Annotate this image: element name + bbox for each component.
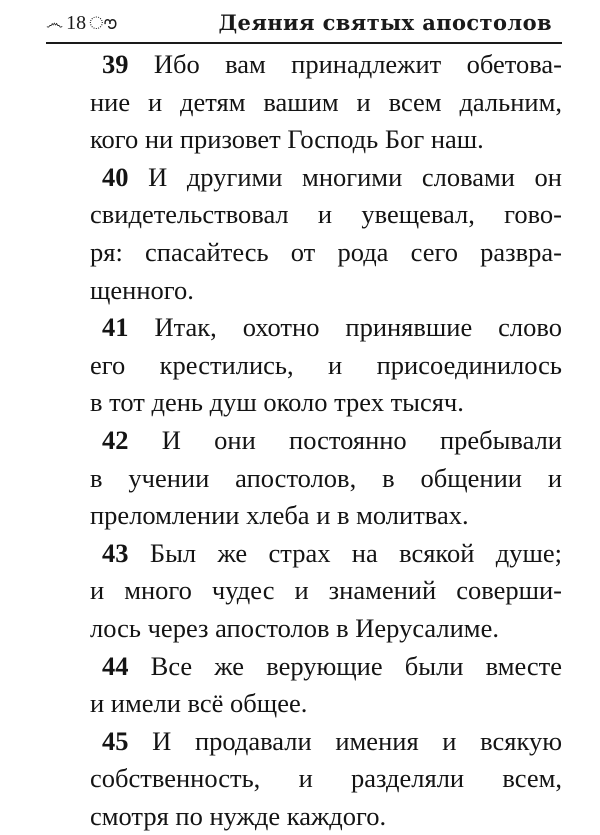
verse-text-span: Ибо вам принадлежит обетова-	[128, 49, 562, 79]
verse-line: ря: спасайтесь от рода сего развра-	[90, 236, 562, 267]
verse-line: его крестились, и присоединилось	[90, 349, 562, 380]
verse-line	[102, 422, 562, 460]
verse-number: 42	[102, 424, 129, 455]
verse-line: и много чудес и знамений соверши-	[90, 575, 562, 606]
verse-number: 43	[102, 537, 129, 568]
verse-line: лось через апостолов в Иерусалиме.	[90, 612, 499, 643]
verse-text-span: Все же верующие были вместе	[128, 650, 562, 681]
verse-line: смотря по нужде каждого.	[90, 800, 387, 831]
verse-number: 39	[102, 49, 129, 79]
verse-line	[102, 648, 562, 686]
verse-text-span: Итак, охотно принявшие слово	[128, 312, 562, 343]
verse-number: 44	[102, 650, 129, 681]
verse-line: щенного.	[90, 274, 194, 305]
verse-line: кого ни призовет Господь Бог наш.	[90, 124, 484, 155]
verse-line: ние и детям вашим и всем дальним,	[90, 86, 562, 117]
page-header	[46, 8, 562, 44]
verse-text	[90, 46, 562, 835]
verse-line	[102, 723, 562, 761]
verse-line: и имели всё общее.	[90, 688, 308, 719]
verse-line	[102, 46, 562, 84]
verse-number: 45	[102, 725, 129, 756]
page-number	[46, 12, 117, 35]
verse-number: 40	[102, 161, 129, 192]
verse-line: свидетельствовал и увещевал, гово-	[90, 199, 562, 230]
verse-number: 41	[102, 312, 129, 343]
verse-text-span: И другими многими словами он	[128, 161, 562, 192]
verse-line: в учении апостолов, в общении и	[90, 462, 562, 493]
verse-line	[102, 535, 562, 573]
verse-line: преломлении хлеба и в молитвах.	[90, 500, 469, 531]
verse-text-span: Был же страх на всякой душе;	[128, 537, 562, 568]
verse-line: собственность, и разделяли всем,	[90, 763, 562, 794]
ornament-right-icon: ൗ	[89, 13, 117, 33]
verse-line	[102, 159, 562, 197]
page-number-label: 18	[66, 12, 87, 34]
verse-text-span: И продавали имения и всякую	[128, 725, 562, 756]
ornament-left-icon: ෴	[46, 13, 64, 33]
verse-line: в тот день душ около трех тысяч.	[90, 387, 464, 418]
running-title: Деяния святых апостолов	[218, 10, 552, 35]
verse-line	[102, 309, 562, 347]
verse-text-span: И они постоянно пребывали	[128, 424, 562, 455]
header-rule	[46, 42, 562, 44]
